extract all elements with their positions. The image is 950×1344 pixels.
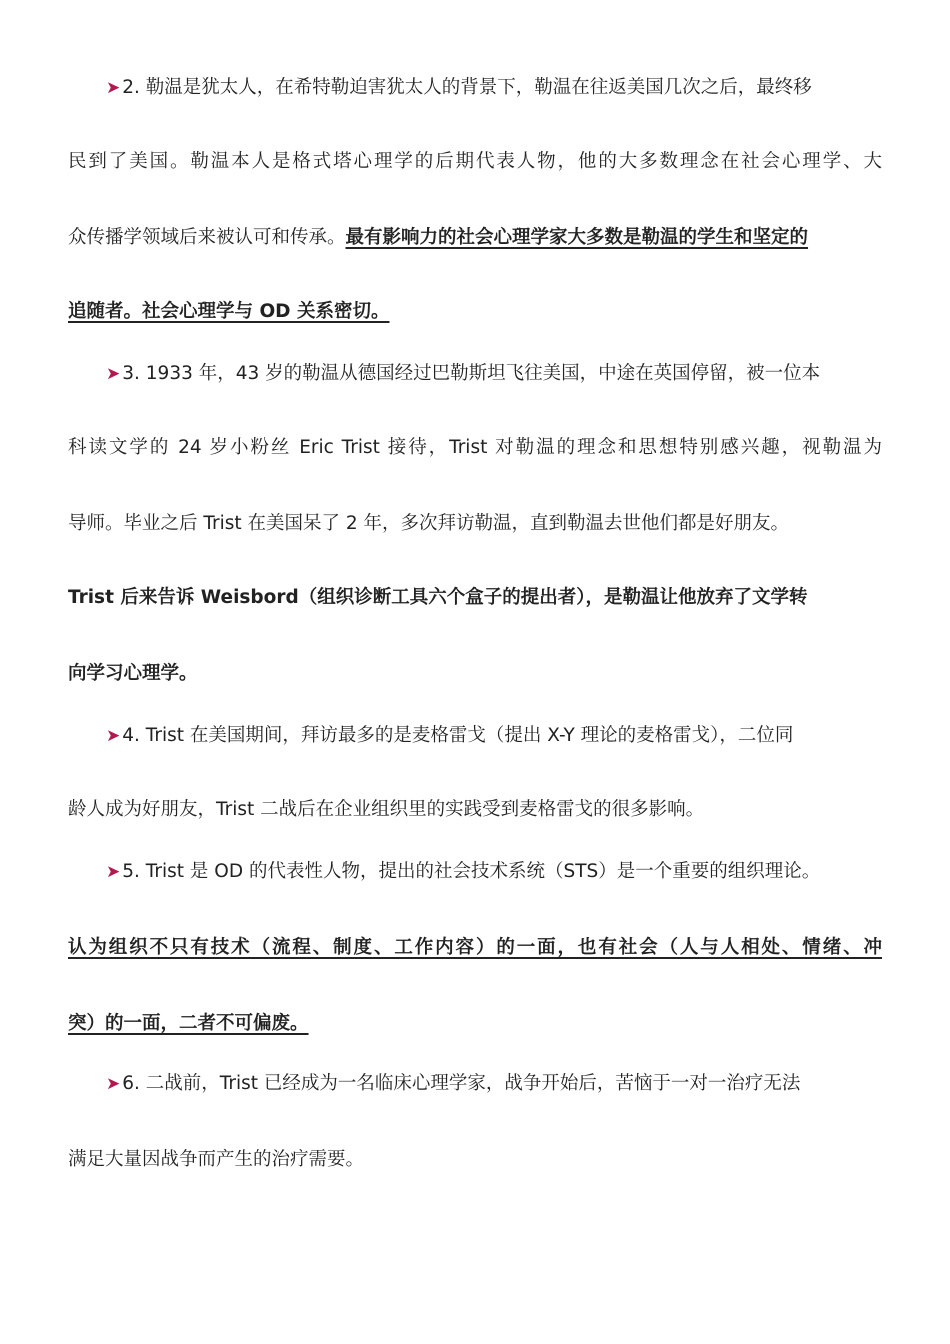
paragraph-3-line-3: 导师。毕业之后 Trist 在美国呆了 2 年，多次拜访勒温，直到勒温去世他们都是好朋友。 xyxy=(68,513,790,534)
arrow-bullet-icon: ➤ xyxy=(106,862,121,882)
paragraph-3-line-2: 科读文学的 24 岁小粉丝 Eric Trist 接待，Trist 对勒温的理念和思想特别感兴趣，视勒温为 xyxy=(68,437,882,458)
paragraph-3-line-4: Trist 后来告诉 Weisbord（组织诊断工具六个盒子的提出者），是勒温让他放弃了文学转 xyxy=(68,587,808,608)
paragraph-5-emphasis-end: 突）的一面，二者不可偏废。 xyxy=(68,1013,309,1034)
paragraph-2-emphasis-end: 追随者。社会心理学与 OD 关系密切。 xyxy=(68,301,390,322)
paragraph-2-emphasis: 最有影响力的社会心理学家大多数是勒温的学生和坚定的 xyxy=(345,227,809,248)
paragraph-4-line-2: 龄人成为好朋友，Trist 二战后在企业组织里的实践受到麦格雷戈的很多影响。 xyxy=(68,799,705,820)
paragraph-2-line-2: 民到了美国。勒温本人是格式塔心理学的后期代表人物，他的大多数理念在社会心理学、大 xyxy=(68,151,882,172)
paragraph-5-line-2: 认为组织不只有技术（流程、制度、工作内容）的一面，也有社会（人与人相处、情绪、冲 xyxy=(68,937,882,958)
arrow-bullet-icon: ➤ xyxy=(106,1074,121,1094)
arrow-bullet-icon: ➤ xyxy=(106,726,121,746)
paragraph-5-line-3 xyxy=(68,1010,882,1038)
paragraph-3-line-5: 向学习心理学。 xyxy=(68,663,198,684)
paragraph-4-line-1: ➤ 4. Trist 在美国期间，拜访最多的是麦格雷戈（提出 X-Y 理论的麦格雷戈），二位同 xyxy=(106,725,794,746)
paragraph-6-line-1: ➤ 6. 二战前，Trist 已经成为一名临床心理学家，战争开始后，苦恼于一对一治疗无法 xyxy=(106,1073,801,1094)
paragraph-2-line-3 xyxy=(68,224,882,252)
paragraph-2-text: 众传播学领域后来被认可和传承。 xyxy=(68,227,346,248)
arrow-bullet-icon: ➤ xyxy=(106,364,121,384)
paragraph-6-line-2: 满足大量因战争而产生的治疗需要。 xyxy=(68,1149,365,1170)
paragraph-2-line-4 xyxy=(68,298,882,326)
paragraph-5-line-1: ➤ 5. Trist 是 OD 的代表性人物，提出的社会技术系统（STS）是一个重要的组织理论。 xyxy=(106,861,821,882)
paragraph-2-line-1: ➤ 2. 勒温是犹太人，在希特勒迫害犹太人的背景下，勒温在往返美国几次之后，最终移 xyxy=(106,77,812,98)
paragraph-3-line-1: ➤ 3. 1933 年，43 岁的勒温从德国经过巴勒斯坦飞往美国，中途在英国停留，被一位本 xyxy=(106,363,821,384)
arrow-bullet-icon: ➤ xyxy=(106,78,121,98)
